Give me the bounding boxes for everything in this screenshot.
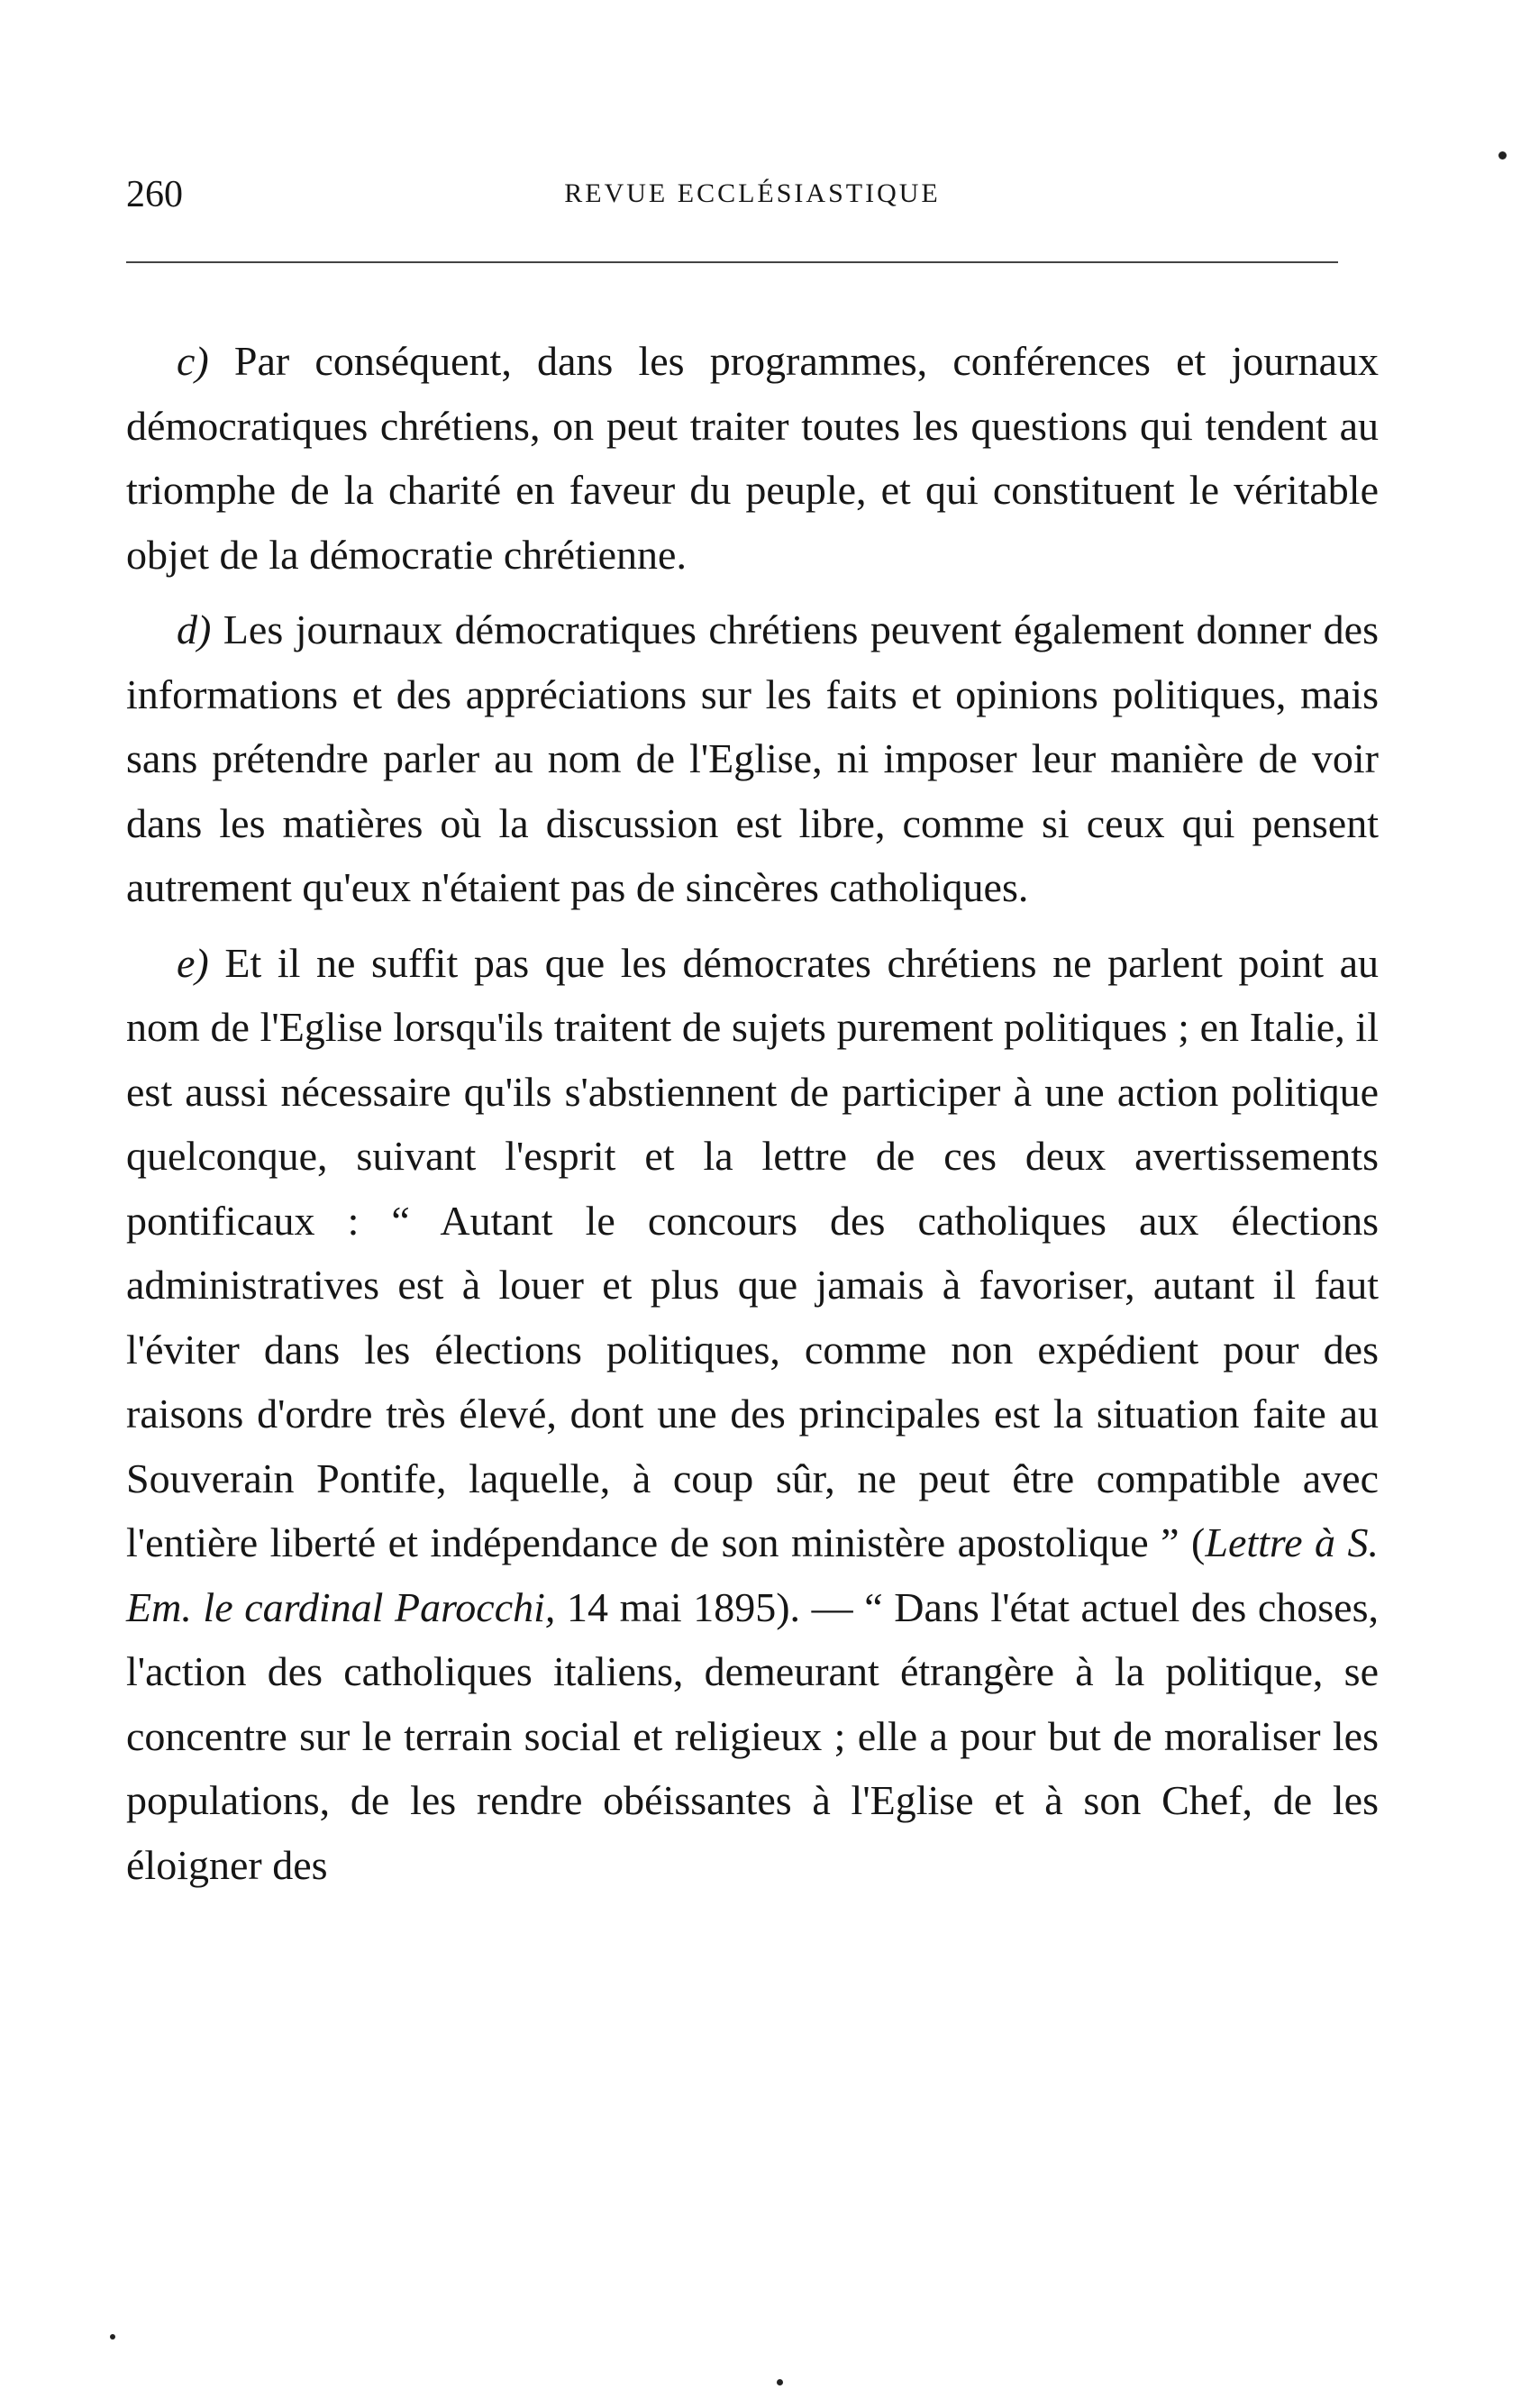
page xyxy=(126,135,1380,1888)
paragraph-text-continued: 14 mai 1895). — “ Dans l'état actuel des choses, l'action des catholiques italiens, demeurant étrangère à la politique, se concentre sur le terrain social et religieux ; elle a pour but de moraliser les populations, de les rendre obéissantes à l'Eglise et à son Chef, de les éloigner des xyxy=(126,1583,1379,1888)
citation: Lettre à S. Em. le cardinal Parocchi, xyxy=(126,1519,1380,1630)
page-header xyxy=(126,135,1379,225)
paragraph-marker: d) xyxy=(177,607,212,652)
paragraph-text: Et il ne suffit pas que les démocrates chrétiens ne parlent point au nom de l'Eglise lorsqu'ils traitent de sujets purement politiques ; en Italie, il est aussi nécessaire qu'ils s'abstiennent de participer à une action politique quelconque, suivant l'esprit et la lettre de ces deux avertissements pontificaux : “ Autant le concours des catholiques aux élections administratives est à louer et plus que jamais à favoriser, autant il faut l'éviter dans les élections politiques, comme non expédient pour des raisons d'ordre très élevé, dont une des principales est la situation faite au Souverain Pontife, laquelle, à coup sûr, ne peut être compatible avec l'entière liberté et indépendance de son ministère apostolique ” ( xyxy=(126,939,1379,1565)
paragraph-marker: c) xyxy=(177,338,209,384)
paragraph-text: Les journaux démocratiques chrétiens peuvent également donner des informations et des appréciations sur les faits et opinions politiques, mais sans prétendre parler au nom de l'Eglise, ni imposer leur manière de voir dans les matières où la discussion est libre, comme si ceux qui pensent autrement qu'eux n'étaient pas de sincères catholiques. xyxy=(126,607,1379,910)
running-title: REVUE ECCLÉSIASTIQUE xyxy=(564,178,941,208)
paragraph-c xyxy=(126,329,1379,587)
paragraph-text: Par conséquent, dans les programmes, conférences et journaux démocratiques chrétiens, on peut traiter toutes les questions qui tendent au triomphe de la charité en faveur du peuple, et qui constituent le véritable objet de la démocratie chrétienne. xyxy=(126,338,1379,578)
paragraph-d xyxy=(126,597,1379,920)
stray-mark xyxy=(1498,151,1507,160)
paragraph-e xyxy=(126,931,1379,1898)
body-text xyxy=(126,329,1379,1908)
stray-mark xyxy=(777,2379,783,2385)
paragraph-marker: e) xyxy=(177,939,209,986)
page-number: 260 xyxy=(126,174,183,215)
header-rule xyxy=(126,261,1338,263)
stray-mark xyxy=(110,2334,115,2340)
